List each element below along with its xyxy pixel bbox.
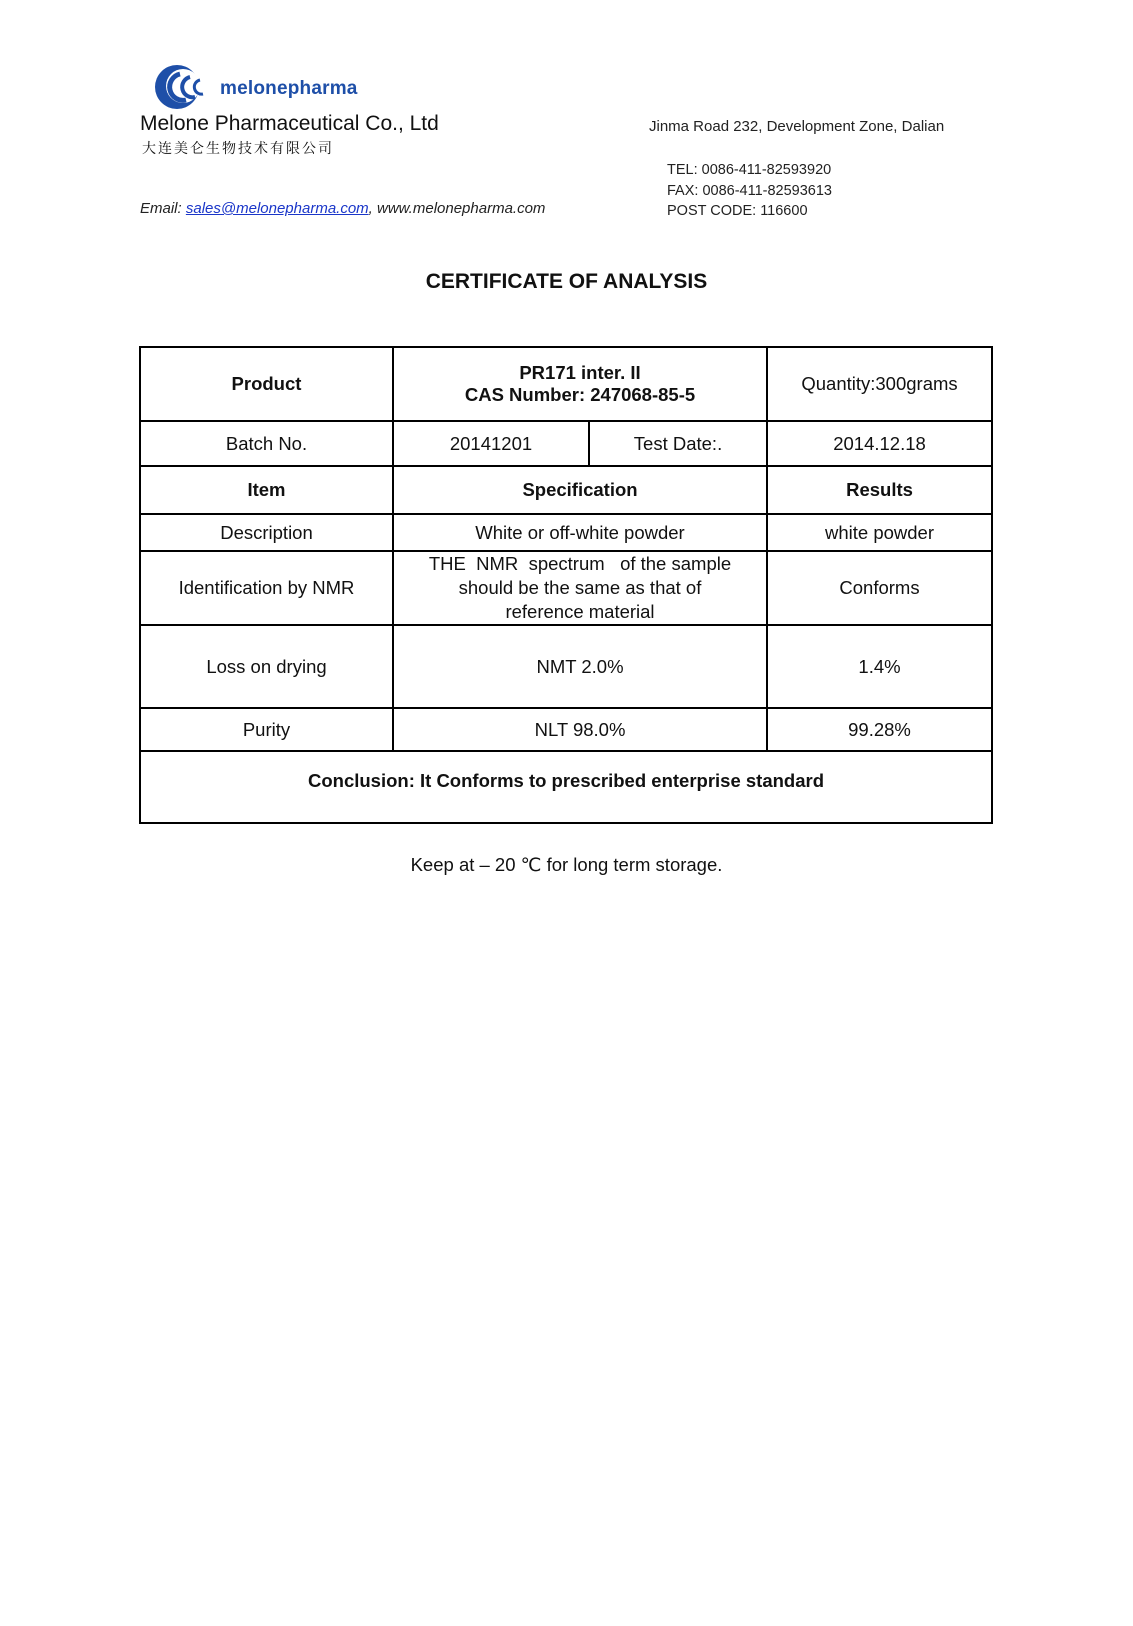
batch-row	[140, 421, 992, 466]
batch-label: Batch No.	[140, 421, 393, 466]
column-header-results: Results	[767, 466, 992, 514]
logo-mark-icon	[150, 62, 216, 112]
contact-block	[667, 160, 832, 222]
item-cell: Description	[140, 514, 393, 551]
logo-wordmark: melonepharma	[220, 78, 358, 99]
email-separator: ,	[368, 200, 373, 217]
company-address: Jinma Road 232, Development Zone, Dalian	[649, 118, 945, 135]
post-code-line: POST CODE: 116600	[667, 203, 808, 219]
analysis-table	[139, 346, 993, 824]
tel-line: TEL: 0086-411-82593920	[667, 162, 832, 178]
result-cell: white powder	[767, 514, 992, 551]
specification-line: THE NMR spectrum of the sample	[428, 553, 732, 574]
company-logo	[150, 62, 380, 114]
specification-line: should be the same as that of	[458, 577, 702, 598]
batch-number: 20141201	[393, 421, 589, 466]
company-name: Melone Pharmaceutical Co., Ltd	[140, 112, 439, 135]
table-row	[140, 514, 992, 551]
email-label: Email:	[140, 200, 182, 217]
product-row	[140, 347, 992, 421]
product-label: Product	[140, 347, 393, 421]
specification-cell: NLT 98.0%	[393, 708, 767, 751]
website-text: www.melonepharma.com	[377, 200, 546, 217]
test-date: 2014.12.18	[767, 421, 992, 466]
cas-number: CAS Number: 247068-85-5	[464, 384, 696, 405]
item-cell: Identification by NMR	[140, 551, 393, 625]
conclusion-cell: Conclusion: It Conforms to prescribed enterprise standard	[140, 751, 992, 823]
result-cell: 99.28%	[767, 708, 992, 751]
table-header-row	[140, 466, 992, 514]
table-row	[140, 625, 992, 708]
specification-line: reference material	[505, 601, 655, 622]
product-cell	[393, 347, 767, 421]
test-date-label: Test Date:.	[589, 421, 767, 466]
specification-cell: White or off-white powder	[393, 514, 767, 551]
column-header-item: Item	[140, 466, 393, 514]
specification-cell: NMT 2.0%	[393, 625, 767, 708]
specification-cell	[393, 551, 767, 625]
item-cell: Loss on drying	[140, 625, 393, 708]
result-cell: 1.4%	[767, 625, 992, 708]
company-name-chinese: 大连美仑生物技术有限公司	[142, 141, 334, 157]
storage-note: Keep at – 20 ℃ for long term storage.	[410, 854, 723, 875]
conclusion-row	[140, 751, 992, 823]
result-cell: Conforms	[767, 551, 992, 625]
item-cell: Purity	[140, 708, 393, 751]
table-row	[140, 551, 992, 625]
product-name: PR171 inter. II	[519, 362, 641, 383]
table-row	[140, 708, 992, 751]
email-link[interactable]: sales@melonepharma.com	[185, 200, 369, 217]
column-header-specification: Specification	[393, 466, 767, 514]
fax-line: FAX: 0086-411-82593613	[667, 182, 833, 199]
page-title: CERTIFICATE OF ANALYSIS	[425, 270, 708, 293]
quantity-cell: Quantity:300grams	[767, 347, 992, 421]
contact-email-line	[140, 200, 545, 217]
